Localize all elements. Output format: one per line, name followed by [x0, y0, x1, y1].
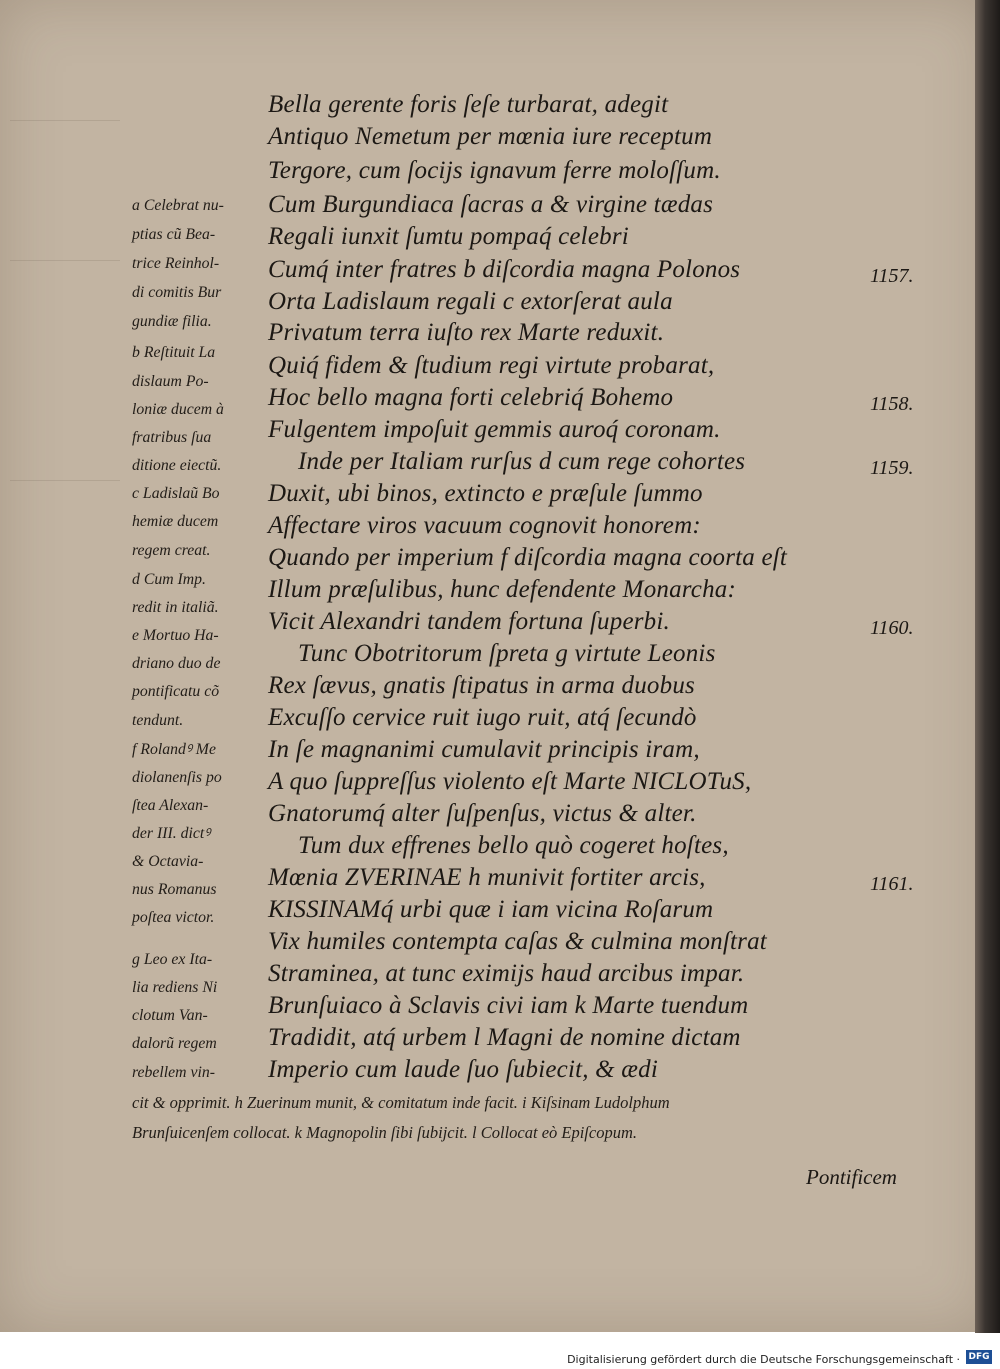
dfg-logo: DFG [966, 1350, 992, 1364]
margin-note: fratribus ſua [132, 429, 212, 446]
verse-line: Quando per imperium f diſcordia magna coorta eſt [268, 544, 788, 571]
margin-note: clotum Van- [132, 1007, 208, 1024]
year-marker: 1160. [870, 617, 914, 639]
margin-note: di comitis Bur [132, 284, 222, 301]
margin-note: f Rolandꝰ Me [132, 741, 216, 758]
footnote-line: Brunſuicenſem collocat. k Magnopolin ſibi ſubijcit. l Collocat eò Epiſcopum. [132, 1123, 637, 1142]
verse-line: Antiquo Nemetum per mœnia iure receptum [268, 123, 713, 150]
margin-note: dislaum Po- [132, 373, 209, 390]
margin-note: g Leo ex Ita- [132, 951, 213, 968]
verse-line: Rex ſævus, gnatis ſtipatus in arma duobus [268, 672, 695, 699]
verse-line: Orta Ladislaum regali c extorſerat aula [268, 288, 673, 315]
margin-note: c Ladislaũ Bo [132, 485, 220, 502]
verse-line: A quo ſuppreſſus violento eſt Marte NICLOTuS, [268, 768, 752, 795]
margin-note: tendunt. [132, 712, 184, 729]
verse-line: Excuſſo cervice ruit iugo ruit, atq́ ſecundò [268, 704, 697, 731]
verse-line: Tunc Obotritorum ſpreta g virtute Leonis [298, 640, 716, 667]
year-marker: 1161. [870, 873, 914, 895]
footnote-line: cit & opprimit. h Zuerinum munit, & comitatum inde facit. i Kiſsinam Ludolphum [132, 1093, 670, 1112]
verse-line: Straminea, at tunc eximijs haud arcibus impar. [268, 960, 745, 987]
year-marker: 1157. [870, 265, 914, 287]
verse-line: Brunſuiaco à Sclavis civi iam k Marte tuendum [268, 992, 749, 1019]
margin-note: trice Reinhol- [132, 255, 220, 272]
verse-line: Vix humiles contempta caſas & culmina monſtrat [268, 928, 767, 955]
verse-line: Tergore, cum ſocijs ignavum ferre moloſſum. [268, 157, 721, 184]
margin-note: driano duo de [132, 655, 221, 672]
verse-line: Vicit Alexandri tandem fortuna ſuperbi. [268, 608, 670, 635]
verse-line: Tum dux effrenes bello quò cogeret hoſtes, [298, 832, 729, 859]
margin-note: b Reſtituit La [132, 344, 216, 361]
verse-line: Hoc bello magna forti celebriq́ Bohemo [268, 384, 674, 411]
margin-note: poſtea victor. [132, 909, 215, 926]
bleed-through-line [10, 480, 120, 481]
margin-note: diolanenſis po [132, 769, 222, 786]
verse-line: Gnatorumq́ alter ſuſpenſus, victus & alter. [268, 800, 697, 827]
margin-note: e Mortuo Ha- [132, 627, 219, 644]
year-marker: 1158. [870, 393, 914, 415]
margin-note: rebellem vin- [132, 1064, 216, 1081]
verse-line: Bella gerente foris ſeſe turbarat, adegit [268, 91, 669, 118]
margin-note: & Octavia- [132, 853, 204, 870]
verse-line: Mœnia ZVERINAE h munivit fortiter arcis, [268, 864, 706, 891]
verse-line: Tradidit, atq́ urbem l Magni de nomine dictam [268, 1024, 741, 1051]
bleed-through-line [10, 260, 120, 261]
verse-line: Inde per Italiam rurſus d cum rege cohortes [298, 448, 746, 475]
margin-note: ditione eiectũ. [132, 457, 222, 474]
margin-note: loniæ ducem à [132, 401, 224, 418]
catchword: Pontificem [806, 1165, 897, 1189]
verse-line: Cum Burgundiaca ſacras a & virgine tædas [268, 191, 714, 218]
verse-line: In ſe magnanimi cumulavit principis iram, [268, 736, 700, 763]
verse-line: Duxit, ubi binos, extincto e præſule ſummo [268, 480, 703, 507]
verse-line: Illum præſulibus, hunc defendente Monarcha: [268, 576, 737, 603]
margin-note: redit in italiã. [132, 599, 219, 616]
verse-line: Cumq́ inter fratres b diſcordia magna Polonos [268, 256, 741, 283]
digitization-note: Digitalisierung gefördert durch die Deutsche Forschungsgemeinschaft · [567, 1353, 960, 1366]
year-marker: 1159. [870, 457, 914, 479]
margin-note: ptias cũ Bea- [132, 226, 216, 243]
margin-note: lia rediens Ni [132, 979, 218, 996]
margin-note: nus Romanus [132, 881, 217, 898]
margin-note: pontificatu cõ [132, 683, 220, 700]
margin-note: dalorũ regem [132, 1035, 217, 1052]
margin-note: a Celebrat nu- [132, 197, 224, 214]
margin-note: hemiæ ducem [132, 513, 219, 530]
bleed-through-line [10, 120, 120, 121]
verse-line: KISSINAMq́ urbi quæ i iam vicina Roſarum [268, 896, 714, 923]
verse-line: Affectare viros vacuum cognovit honorem: [268, 512, 701, 539]
verse-line: Fulgentem impoſuit gemmis auroq́ coronam. [268, 416, 721, 443]
margin-note: der III. dictꝰ [132, 825, 211, 842]
margin-note: gundiæ filia. [132, 313, 212, 330]
margin-note: d Cum Imp. [132, 571, 206, 588]
verse-line: Imperio cum laude ſuo ſubiecit, & ædi [268, 1056, 658, 1083]
margin-note: ſtea Alexan- [132, 797, 209, 814]
book-edge [975, 0, 1000, 1335]
margin-note: regem creat. [132, 542, 211, 559]
verse-line: Quiq́ fidem & ſtudium regi virtute probarat, [268, 352, 715, 379]
verse-line: Privatum terra iuſto rex Marte reduxit. [268, 319, 665, 346]
verse-line: Regali iunxit ſumtu pompaq́ celebri [268, 223, 629, 250]
